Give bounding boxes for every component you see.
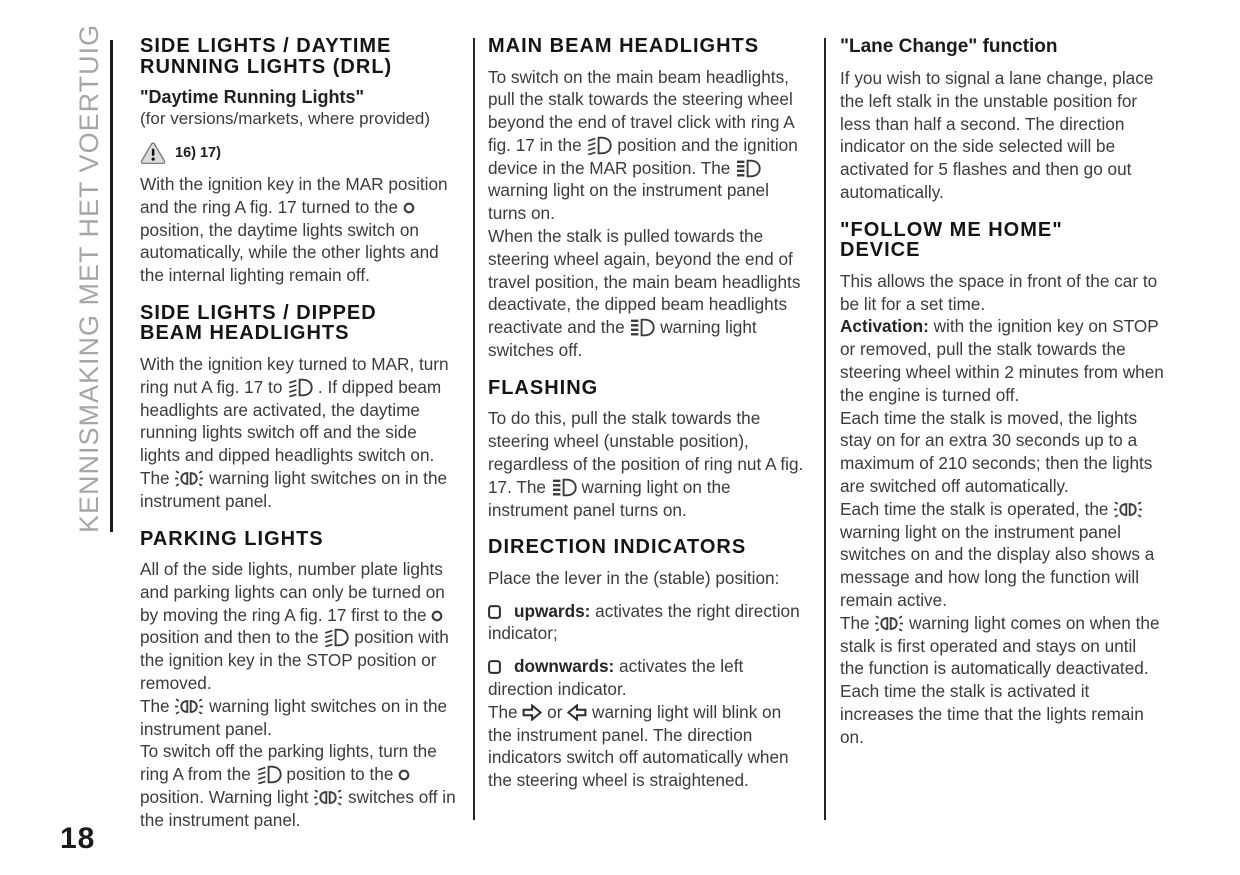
paragraph [840,498,1164,612]
text-segment: All of the side lights, number plate lights and parking lights can only be turned on by moving the ring A fig. 17 first to the [140,559,445,625]
paragraph [140,695,460,741]
text-segment: This allows the space in front of the car to be lit for a set time. [840,270,1158,314]
text-segment: switches off in the instrument panel. [140,787,456,830]
text-segment: warning light switches off. [488,317,757,361]
text-segment: To switch off the parking lights, turn the ring A from the [140,741,437,785]
position-o-icon [398,769,410,781]
column-3 [840,36,1164,749]
text-segment: position to the [281,764,399,785]
section-heading: SIDE LIGHTS / DAYTIME RUNNING LIGHTS (DRL) [140,35,393,78]
column-2 [488,36,808,792]
text-segment: The [488,701,523,722]
dipped-beam-icon [586,136,612,155]
text-segment: Each time the stalk is moved, the lights stay on for an extra 30 seconds up to a maximum of 210 seconds; then the lights are switched off automatically. [840,407,1153,496]
side-lights-icon [174,698,204,715]
paragraph [488,567,808,590]
paragraph [488,225,808,362]
text-segment: With the ignition key in the MAR position and the ring A fig. 17 turned to the [140,174,448,217]
indicator-right-icon [522,704,542,721]
dipped-beam-icon [287,378,313,397]
position-o-icon [403,202,415,214]
bold-text-segment: upwards: [514,600,591,621]
text-segment: with the ignition key on STOP or removed, pull the stalk towards the steering wheel within 2 minutes from when the engine is turned off. [840,316,1164,405]
text-segment: warning light switches on in the instrument panel. [140,467,448,511]
text-segment: Each time the stalk is operated, the [840,498,1114,519]
sub-heading: "Daytime Running Lights" [140,87,365,107]
main-beam-icon [551,478,577,497]
main-beam-icon [629,318,655,337]
paragraph [140,353,460,513]
position-o-icon [431,610,443,622]
square-bullet-icon [488,605,501,619]
text-segment: warning light will blink on the instrument panel. The direction indicators switch off automatically when the steering wheel is straightened. [488,701,789,791]
paragraph [840,612,1164,749]
text-segment: warning light on the instrument panel turns on. [488,180,769,224]
paragraph [488,407,808,521]
column-divider [824,38,826,820]
text-segment: position and the ignition device in the MAR position. The [488,134,798,178]
paragraph [140,558,460,695]
column-divider [473,38,475,820]
text-segment: To do this, pull the stalk towards the steering wheel (unstable position), regardless of the position of ring nut A fig. 17. The [488,408,804,497]
text-segment: To switch on the main beam headlights, pull the stalk towards the steering wheel beyond the end of travel click with ring A fig. 17 in the [488,66,794,155]
availability-note: (for versions/markets, where provided) [140,109,431,128]
section-heading: MAIN BEAM HEADLIGHTS [488,35,760,57]
text-segment: Place the lever in the (stable) position: [488,567,780,588]
section-heading: SIDE LIGHTS / DIPPED BEAM HEADLIGHTS [140,301,377,345]
text-segment: position with the ignition key in the STOP position or removed. [140,627,449,694]
side-lights-icon [313,789,343,806]
paragraph [840,407,1164,498]
warning-reference-row [140,142,460,164]
sidebar-rule [110,40,113,532]
square-bullet-icon [488,660,501,674]
paragraph [488,66,808,226]
section-heading: "FOLLOW ME HOME" DEVICE [840,218,1063,262]
bold-text-segment: Activation: [840,316,929,337]
text-segment: warning light on the instrument panel switches on and the display also shows a message and how long the function will remain active. [840,521,1155,610]
paragraph [840,270,1164,316]
chapter-sidebar-label: KENNISMAKING MET HET VOERTUIG [74,23,104,533]
text-segment: position. Warning light [140,787,314,808]
paragraph [840,315,1164,406]
column-1 [140,36,460,832]
text-segment: warning light on the instrument panel turns on. [488,476,731,520]
paragraph [140,740,460,831]
side-lights-icon [174,470,204,487]
text-segment: . If dipped beam headlights are activated, the daytime running lights switch off and the side lights and dipped headlights switch on. The [140,376,442,488]
paragraph [140,173,460,287]
text-segment: With the ignition key turned to MAR, turn ring nut A fig. 17 to [140,353,449,397]
text-segment: The [140,695,175,716]
paragraph [488,701,808,792]
text-segment: position, the daytime lights switch on automatically, while the other lights and the internal lighting remain off. [140,219,439,286]
dipped-beam-icon [256,765,282,784]
section-heading: FLASHING [488,376,599,399]
text-segment: position and then to the [140,627,324,648]
side-lights-icon [1113,501,1143,518]
paragraph [840,67,1164,204]
minor-heading: "Lane Change" function [840,36,1058,57]
bullet-item [488,600,808,646]
text-segment: warning light switches on in the instrument panel. [140,695,448,739]
warning-triangle-icon [140,142,166,164]
text-segment: or [542,701,568,722]
content-columns [140,36,1164,832]
page-number: 18 [60,822,96,855]
main-beam-icon [735,159,761,178]
text-segment: activates the left direction indicator. [488,656,744,700]
section-heading: DIRECTION INDICATORS [488,536,747,559]
dipped-beam-icon [323,628,349,647]
text-segment: warning light comes on when the stalk is first operated and stays on until the function is automatically deactivated. Each time the stalk is activated it increases the time that the lights remain on. [840,612,1160,747]
text-segment: The [840,612,875,633]
section-heading: PARKING LIGHTS [140,527,324,550]
indicator-left-icon [567,704,587,721]
bullet-item [488,655,808,701]
side-lights-icon [874,615,904,632]
text-segment: activates the right direction indicator; [488,600,800,644]
warning-reference-numbers: 16) 17) [175,145,221,161]
text-segment: When the stalk is pulled towards the steering wheel again, beyond the end of travel position, the main beam headlights deactivate, the dipped beam headlights reactivate and the [488,226,801,338]
text-segment: If you wish to signal a lane change, place the left stalk in the unstable position for less than half a second. The direction indicator on the side selected will be activated for 5 flashes and then go out automatically. [840,68,1154,202]
bold-text-segment: downwards: [514,656,615,677]
